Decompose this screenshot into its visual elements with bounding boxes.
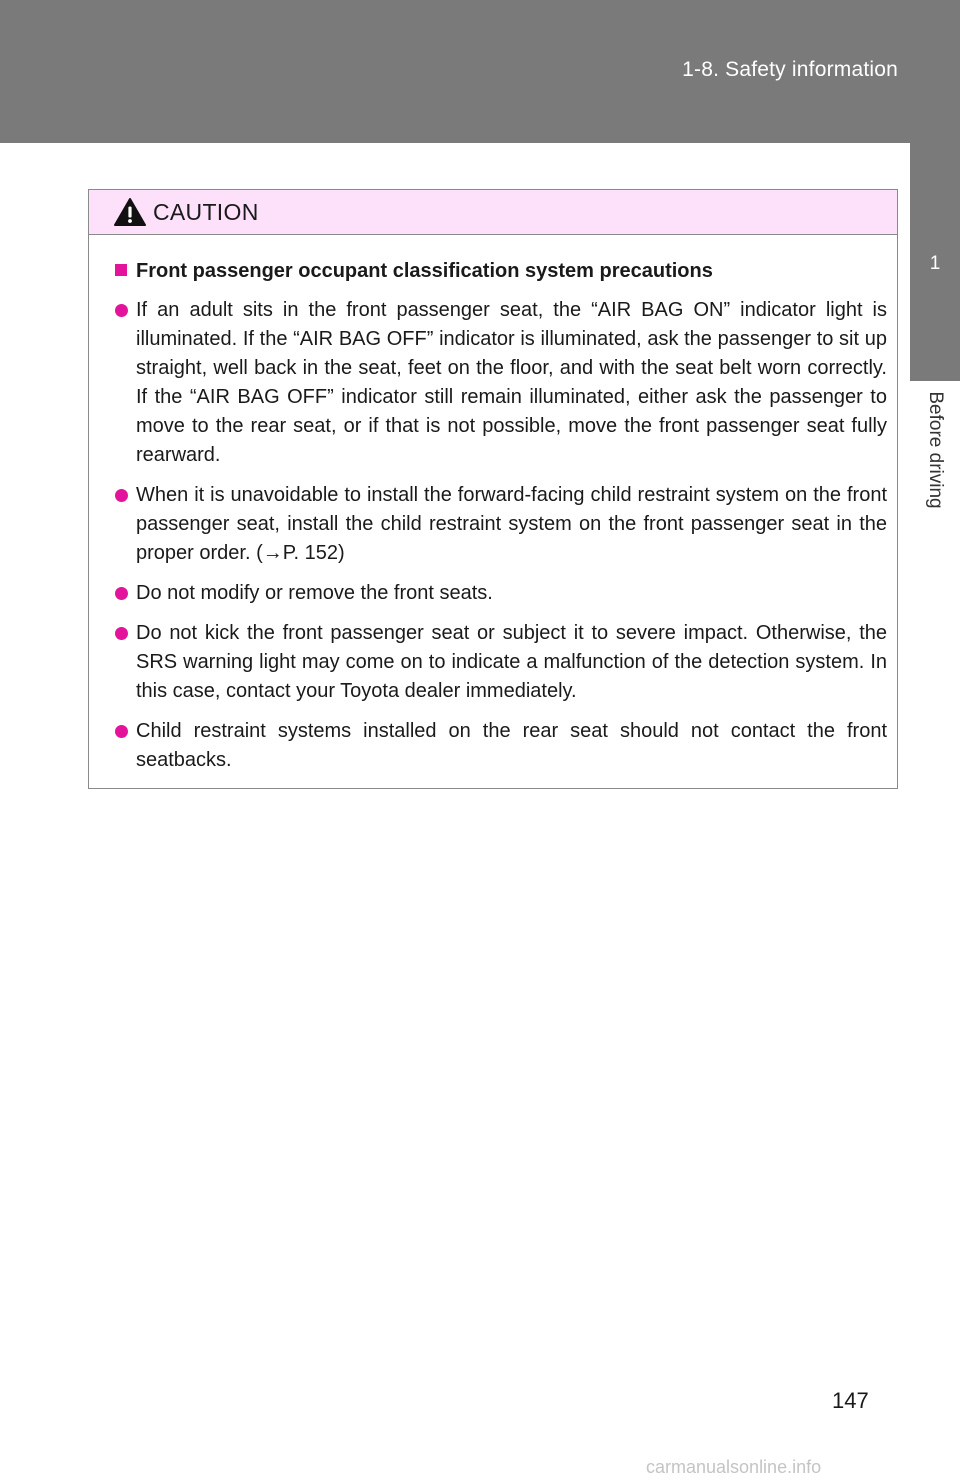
caution-bullet: [115, 579, 887, 608]
chapter-label: Before driving: [925, 391, 946, 509]
caution-bullet-text: When it is unavoidable to install the forward-facing child restraint system on the front passenger seat, install the child restraint system on the front passenger seat in the proper order. (→P. 152): [136, 484, 887, 564]
square-bullet-icon: [115, 264, 127, 276]
chapter-tab: [910, 143, 960, 381]
caution-bullet: [115, 481, 887, 568]
bullet-dot-icon: [115, 627, 128, 640]
caution-bullet: [115, 296, 887, 470]
bullet-dot-icon: [115, 725, 128, 738]
warning-triangle-icon: [113, 197, 147, 227]
caution-bullet: [115, 619, 887, 706]
page-number: 147: [832, 1388, 869, 1413]
section-heading-text: Front passenger occupant classification system precautions: [136, 260, 713, 282]
page-header: [0, 0, 960, 143]
bullet-dot-icon: [115, 304, 128, 317]
caution-bullet: [115, 717, 887, 775]
caution-bullet-text: Do not modify or remove the front seats.: [136, 582, 493, 604]
section-heading: [115, 257, 887, 286]
chapter-number: 1: [929, 253, 941, 274]
bullet-dot-icon: [115, 587, 128, 600]
bullet-dot-icon: [115, 489, 128, 502]
caution-bullet-text: Child restraint systems installed on the rear seat should not contact the front seatbacks.: [136, 720, 887, 771]
section-title: 1-8. Safety information: [682, 58, 898, 81]
caution-box: [88, 189, 898, 789]
caution-bullet-text: Do not kick the front passenger seat or subject it to severe impact. Otherwise, the SRS warning light may come on to indicate a malfunction of the detection system. In this case, contact your Toyota dealer immediately.: [136, 622, 887, 702]
caution-label: CAUTION: [153, 198, 259, 225]
watermark: carmanualsonline.info: [646, 1457, 822, 1477]
caution-body: [89, 235, 897, 775]
caution-bullet-text: If an adult sits in the front passenger seat, the “AIR BAG ON” indicator light is illuminated. If the “AIR BAG OFF” indicator is illuminated, ask the passenger to sit up straight, well back in the seat, feet on the floor, and with the seat belt worn correctly. If the “AIR BAG OFF” indicator still remain illuminated, either ask the passenger to move to the rear seat, or if that is not possible, move the front passenger seat fully rearward.: [136, 299, 887, 466]
caution-header: [89, 190, 897, 235]
